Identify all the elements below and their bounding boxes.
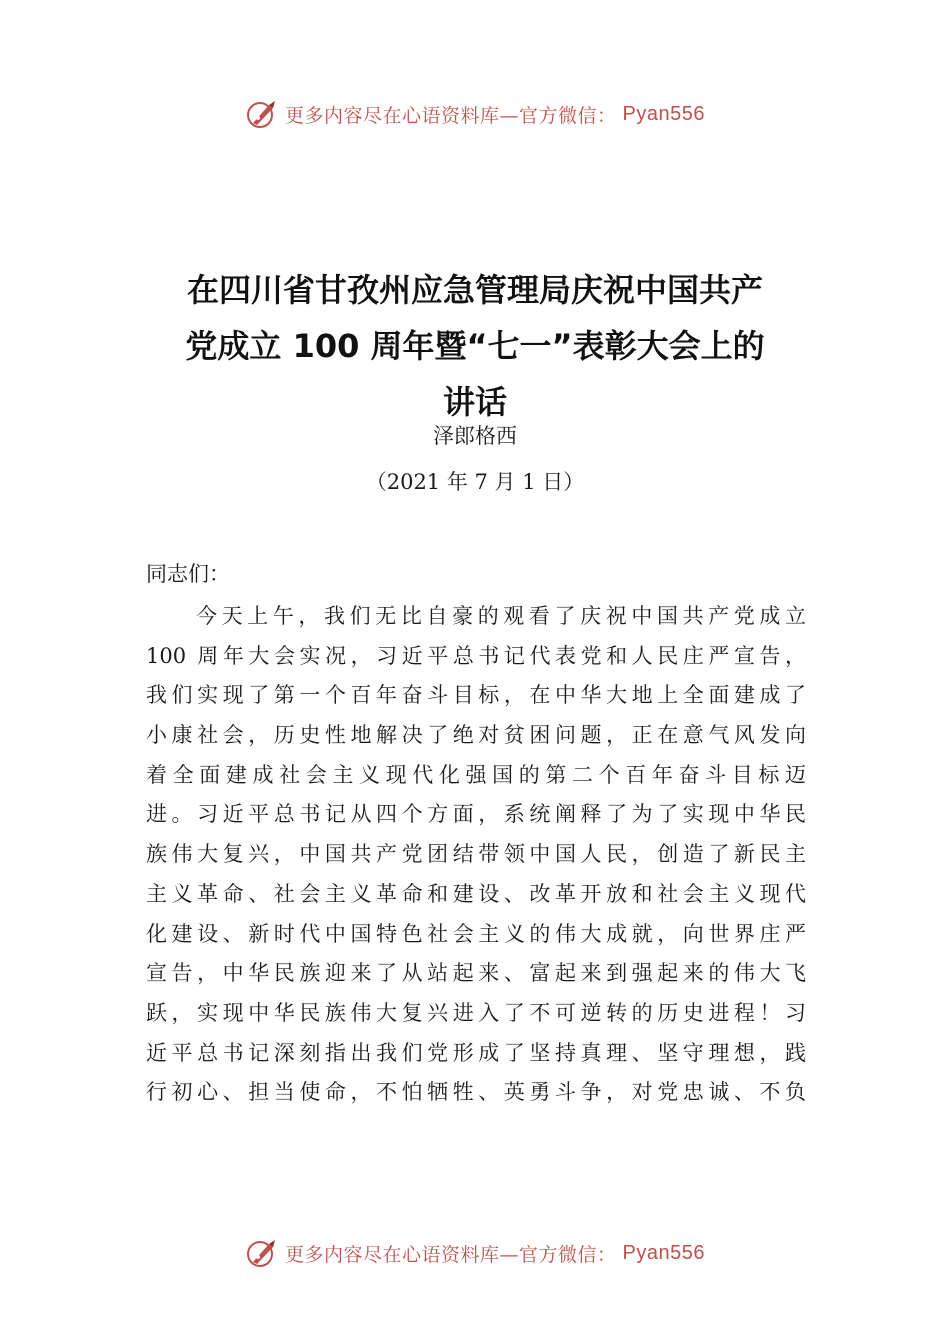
body-line: 近平总书记深刻指出我们党形成了坚持真理、坚守理想，践 (146, 1040, 806, 1065)
watermark-wechat-id: Pyan556 (622, 1241, 705, 1264)
author: 泽郎格西 (433, 424, 517, 448)
body-line: 化建设、新时代中国特色社会主义的伟大成就，向世界庄严 (146, 921, 806, 946)
body-line: 族伟大复兴，中国共产党团结带领中国人民，创造了新民主 (146, 842, 806, 867)
body-line: 跃，实现中华民族伟大复兴进入了不可逆转的历史进程！习 (146, 1000, 806, 1025)
body-line: 今天上午，我们无比自豪的观看了庆祝中国共产党成立 (196, 604, 806, 628)
body-line: 行初心、担当使命，不怕牺牲、英勇斗争，对党忠诚、不负 (146, 1080, 806, 1105)
footer-watermark (0, 1233, 950, 1273)
body-line: 小康社会，历史性地解决了绝对贫困问题，正在意气风发向 (146, 723, 806, 748)
body-line: 着全面建成社会主义现代化强国的第二个百年奋斗目标迈 (146, 762, 806, 787)
title-line-1: 在四川省甘孜州应急管理局庆祝中国共产 (186, 271, 763, 309)
pen-nib-logo-icon (245, 1236, 279, 1270)
watermark-text: 更多内容尽在心语资料库—官方微信： (285, 1243, 617, 1266)
body-line: 100 周年大会实况，习近平总书记代表党和人民庄严宣告， (146, 643, 806, 668)
body-line: 主义革命、社会主义革命和建设、改革开放和社会主义现代 (146, 881, 806, 906)
speech-date: （2021 年 7 月 1 日） (365, 470, 585, 494)
body-line: 宣告，中华民族迎来了从站起来、富起来到强起来的伟大飞 (146, 961, 806, 986)
body-line: 我们实现了第一个百年奋斗目标，在中华大地上全面建成了 (146, 683, 806, 708)
pen-nib-logo-icon (245, 97, 279, 131)
body-line: 进。习近平总书记从四个方面，系统阐释了为了实现中华民 (146, 802, 806, 827)
header-watermark (0, 94, 950, 134)
title-line-3: 讲话 (442, 383, 507, 421)
title-line-2: 党成立 100 周年暨“七一”表彰大会上的 (185, 327, 765, 365)
document-title (130, 262, 820, 430)
watermark-text: 更多内容尽在心语资料库—官方微信： (285, 104, 617, 127)
body-paragraph (146, 597, 806, 1113)
salutation: 同志们： (146, 562, 230, 586)
watermark-wechat-id: Pyan556 (622, 102, 705, 125)
